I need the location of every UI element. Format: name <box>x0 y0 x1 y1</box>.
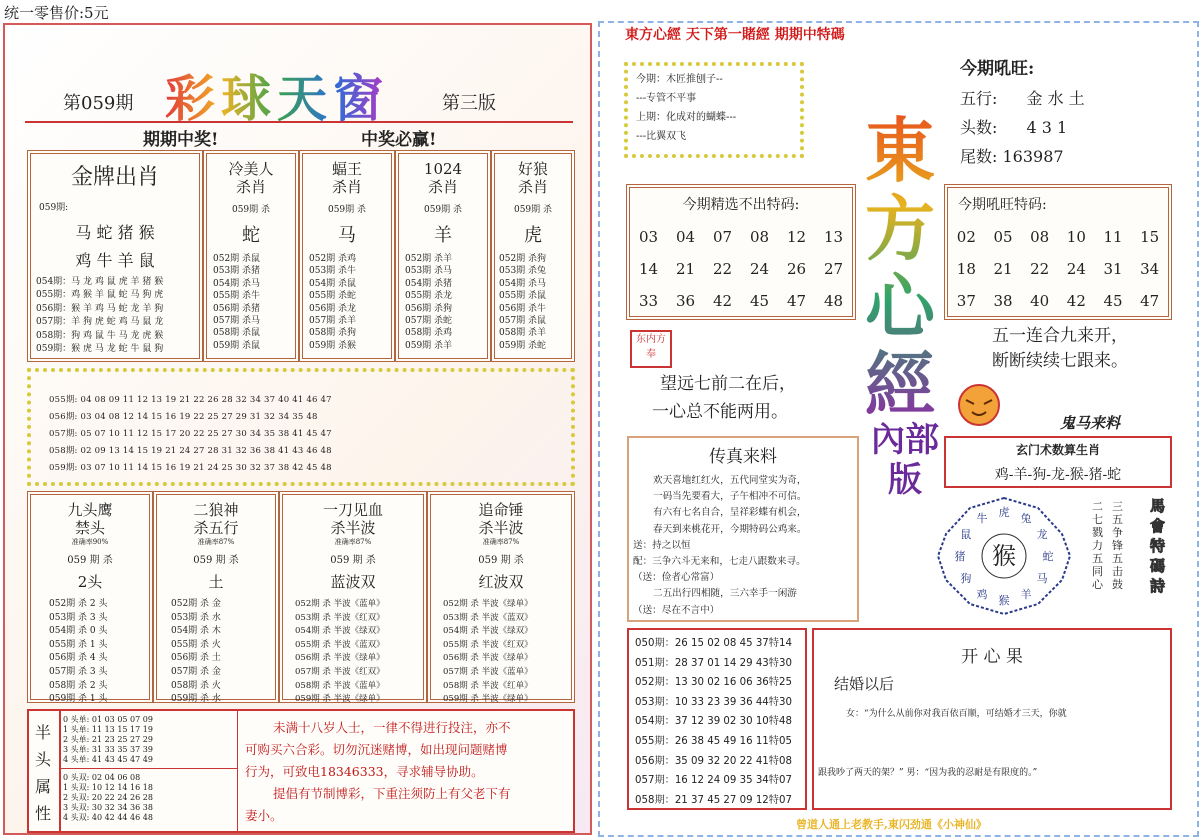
kill-row: 057期 杀鼠 <box>499 316 547 327</box>
kill-row: 052期 杀鸡 <box>309 254 357 264</box>
kill-row: 059期 杀羊 <box>405 340 453 351</box>
bottom-rate-1: 准确率90% <box>71 538 109 546</box>
spec-grid <box>948 228 1168 310</box>
kill-row: 057期 杀马 <box>213 316 261 327</box>
gold-title: 金牌出肖 <box>70 165 159 190</box>
kill-column-4 <box>491 150 575 362</box>
wheel-zodiac: 鸡 <box>976 588 988 602</box>
kill-row: 055期 杀鼠 <box>499 291 547 302</box>
number-cell: 10 <box>1066 228 1086 246</box>
number-cell: 21 <box>675 260 696 278</box>
bottom-value-1: 2头 <box>77 573 103 591</box>
half-head-box <box>27 709 575 833</box>
number-cell: 26 <box>786 260 807 278</box>
number-cell: 08 <box>1030 228 1050 246</box>
kill-animal-3: 羊 <box>434 225 452 246</box>
wheel-zodiac: 马 <box>1036 572 1048 585</box>
bottom-column-4 <box>427 491 575 703</box>
number-cell: 47 <box>1140 292 1160 310</box>
result-row: 055期：26 38 45 49 16 11特05 <box>635 735 792 747</box>
number-cell: 36 <box>675 292 696 310</box>
number-cell: 38 <box>993 292 1013 310</box>
result-row: 050期：26 15 02 08 45 37特14 <box>635 638 792 649</box>
number-cell: 37 <box>956 292 976 310</box>
kill-row: 053期 杀马 <box>405 266 453 277</box>
number-cell: 03 <box>638 228 659 246</box>
bottom-row: 058期 杀 半波《蓝单》 <box>295 680 385 691</box>
result-row: 057期：16 12 24 09 35 34特07 <box>635 775 792 787</box>
result-row: 058期：21 37 45 27 09 12特07 <box>635 794 792 806</box>
bottom-subtitle-1: 禁头 <box>74 519 105 537</box>
header-divider <box>25 121 573 123</box>
bottom-row: 059期 杀 半波《绿单》 <box>295 694 385 705</box>
gold-line-1: 马 蛇 猪 猴 <box>75 223 155 242</box>
number-cell: 33 <box>638 292 659 310</box>
bottom-row: 056期 杀 半波《绿单》 <box>443 653 533 664</box>
bottom-value-2: 土 <box>208 573 224 591</box>
half-head-label: 半 头 属 性 <box>35 723 52 823</box>
number-cell: 12 <box>786 228 807 246</box>
xuanmen-box <box>944 436 1172 488</box>
nospec-grid <box>630 228 852 310</box>
notice-text: 未满十八岁人士，一律不得进行投注，亦不 可购买六合彩。切勿沉迷赌博，如出现问题赌博 行为，可致电18346333，寻求辅导协助。 提倡有节制博彩，下重注须防上有父老下有 妻小。 <box>245 720 511 823</box>
inner-edition: 內部版 <box>871 420 939 500</box>
bottom-column-3 <box>279 491 427 703</box>
history-row: 055期：鸡 猴 羊 鼠 蛇 马 狗 虎 <box>36 290 164 301</box>
kill-row: 058期 杀鼠 <box>213 328 261 339</box>
bottom-rate-4: 准确率87% <box>482 538 520 546</box>
kill-row: 059期 杀蛇 <box>499 340 547 351</box>
bottom-row: 057期 杀 金 <box>171 666 221 677</box>
bottom-row: 059期 杀 水 <box>171 694 221 705</box>
slogan-1: 期期中奖! <box>143 130 219 150</box>
kill-row: 055期 杀龙 <box>405 291 453 302</box>
wheel-zodiac: 鼠 <box>960 528 972 541</box>
number-cell: 08 <box>749 228 770 246</box>
kill-column-1 <box>203 150 299 362</box>
kill-animal-1: 蛇 <box>242 225 260 246</box>
banner: 東方心經 天下第一賭經 期期中特碼 <box>625 27 845 43</box>
horse-poem-label: 馬會特碼詩 <box>1150 497 1166 595</box>
kill-period-4: 059期 杀 <box>513 205 553 215</box>
kill-row: 057期 杀羊 <box>309 316 357 327</box>
wheel-zodiac: 猪 <box>954 550 966 563</box>
kill-row: 052期 杀羊 <box>405 254 453 264</box>
result-row: 051期：28 37 01 14 29 43特30 <box>635 657 792 669</box>
bottom-row: 053期 杀 半波《蓝双》 <box>443 612 533 623</box>
bottom-row: 052期 杀 半波《蓝单》 <box>295 599 385 609</box>
number-cell: 47 <box>786 292 807 310</box>
number-cell: 24 <box>749 260 770 278</box>
spec-title: 今期吼旺特码: <box>958 197 1047 213</box>
bottom-row: 059期 杀 1 头 <box>49 694 108 705</box>
spec-box <box>944 184 1172 320</box>
center-animal: 猴 <box>992 542 1016 570</box>
bottom-rate-3: 准确率87% <box>334 538 372 546</box>
kill-row: 058期 杀狗 <box>309 328 357 339</box>
number-cell: 22 <box>1030 260 1050 278</box>
kill-column-3 <box>395 150 491 362</box>
history-row: 058期：狗 鸡 鼠 牛 马 龙 虎 猴 <box>36 330 164 341</box>
kill-period-3: 059期 杀 <box>423 205 463 215</box>
number-cell: 14 <box>638 260 659 278</box>
bottom-row: 055期 杀 半波《红双》 <box>443 639 533 650</box>
fax-title: 传真来料 <box>709 447 777 467</box>
kill-animal-4: 虎 <box>524 225 542 246</box>
kill-row: 054期 杀猪 <box>405 278 453 289</box>
number-cell: 07 <box>712 228 733 246</box>
number-cell: 05 <box>993 228 1013 246</box>
kill-row: 056期 杀猪 <box>213 303 261 314</box>
kill-title-2: 蝠王 <box>331 160 362 178</box>
joke-box <box>812 628 1172 810</box>
bottom-title-1: 九头鹰 <box>67 501 113 519</box>
bottom-subtitle-3: 杀半波 <box>330 519 376 537</box>
bottom-period-3: 059 期 杀 <box>330 555 376 566</box>
bottom-title-2: 二狼神 <box>193 501 239 519</box>
wheel-zodiac: 狗 <box>960 572 972 585</box>
kill-row: 056期 杀狗 <box>405 303 453 314</box>
number-cell: 48 <box>823 292 844 310</box>
motto-box: 今期：木匠推刨子-- ---专管不平事 上期：化成对的蝴蝶--- ---比翼双飞 <box>624 62 804 158</box>
result-row: 053期：10 33 23 39 36 44特30 <box>635 696 792 708</box>
number-cell: 42 <box>1066 292 1086 310</box>
bottom-row: 053期 杀 水 <box>171 612 221 623</box>
bottom-row: 054期 杀 木 <box>171 626 221 637</box>
bottom-row: 054期 杀 0 头 <box>49 626 108 637</box>
bottom-row: 058期 杀 火 <box>171 680 221 691</box>
kill-row: 056期 杀牛 <box>499 303 547 314</box>
bottom-row: 055期 杀 半波《蓝双》 <box>295 639 385 650</box>
wheel-zodiac: 羊 <box>1020 588 1032 602</box>
bottom-subtitle-2: 杀五行 <box>193 519 239 537</box>
vertical-lines: 二七戮力五同心 三五争锋五击鼓 <box>1092 500 1123 591</box>
number-cell: 13 <box>823 228 844 246</box>
number-cell: 15 <box>1140 228 1160 246</box>
number-cell: 04 <box>675 228 696 246</box>
kill-row: 059期 杀鼠 <box>213 340 261 351</box>
xuanmen-list: 鸡-羊-狗-龙-猴-猪-蛇 <box>994 467 1122 483</box>
kill-row: 054期 杀鼠 <box>309 278 357 289</box>
kill-row: 057期 杀蛇 <box>405 316 453 327</box>
nospec-box <box>626 184 856 320</box>
bottom-row: 053期 杀 半波《红双》 <box>295 612 385 623</box>
bottom-column-2 <box>153 491 279 703</box>
tiger-icon <box>956 382 1002 428</box>
bottom-row: 058期 杀 半波《红单》 <box>443 680 533 691</box>
slogan-2: 中奖必赢! <box>361 130 437 150</box>
bottom-row: 056期 杀 4 头 <box>49 653 108 664</box>
bottom-row: 052期 杀 2 头 <box>49 599 108 609</box>
kill-row: 052期 杀鼠 <box>213 254 261 264</box>
wheel-zodiac: 虎 <box>998 506 1010 519</box>
left-page <box>3 23 592 835</box>
number-row: 059期: 03 07 10 11 14 15 16 19 21 24 25 30 32 37 38 42 45 48 <box>49 463 332 473</box>
number-cell: 45 <box>749 292 770 310</box>
bottom-row: 056期 杀 土 <box>171 653 221 664</box>
half-single-list: 0 头单: 01 03 05 07 09 1 头单: 11 13 15 17 19 2 头单: 21 23 25 27 29 3 头单: 31 33 35 37 39 4 头单: 41 43 45 47 49 <box>63 715 153 764</box>
logo-title: 彩球天窗 <box>165 59 389 131</box>
bottom-period-4: 059 期 杀 <box>478 555 524 566</box>
bottom-title-4: 追命锤 <box>478 501 524 519</box>
kill-row: 056期 杀龙 <box>309 303 357 314</box>
bottom-value-3: 蓝波双 <box>330 573 376 591</box>
number-cell: 21 <box>993 260 1013 278</box>
main-title: 東方心經 <box>860 112 940 424</box>
number-cell: 11 <box>1103 228 1123 246</box>
kill-period-1: 059期 杀 <box>231 205 271 215</box>
gold-history <box>36 276 163 356</box>
price-label: 统一零售价:5元 <box>4 4 109 22</box>
kill-row: 055期 杀牛 <box>213 291 261 302</box>
fax-body: 欢天喜地红红火，五代同堂实为奇， 一码当先要看大，子午相冲不可信。 有六有七名自合，呈祥彩蝶有机会， 春天到来桃花开，今期特码公鸡来。 送：持之以恒 配：三争六斗无来和，七走八跟数来寻。 （送：俭者心常富） 二五出行四相随，三六幸手一闲游 （送：尽在不言中） <box>633 475 807 616</box>
bottom-title-3: 一刀见血 <box>322 501 383 519</box>
bottom-column-1 <box>27 491 153 703</box>
kill-row: 054期 杀马 <box>499 278 547 289</box>
kill-title-3: 1024 <box>423 160 463 178</box>
number-row: 058期: 02 09 13 14 15 19 21 24 27 28 31 32 36 38 41 43 46 48 <box>49 446 332 456</box>
kill-period-2: 059期 杀 <box>327 205 367 215</box>
number-cell: 22 <box>712 260 733 278</box>
number-row: 055期: 04 08 09 11 12 13 19 21 22 26 28 32 34 37 40 41 46 47 <box>49 395 332 405</box>
bottom-period-2: 059 期 杀 <box>193 555 239 566</box>
bottom-row: 057期 杀 3 头 <box>49 666 108 677</box>
poem-2: 五一连合九来开， 断断续续七跟来。 <box>992 326 1128 371</box>
kill-title-1: 冷美人 <box>228 160 274 178</box>
joke-subtitle: 结婚以后 <box>834 675 895 693</box>
issue-number: 第059期 <box>63 93 134 114</box>
kill-subtitle-3: 杀肖 <box>427 178 458 196</box>
bottom-period-1: 059 期 杀 <box>67 555 113 566</box>
result-row: 056期：35 09 32 20 22 41特08 <box>635 755 792 767</box>
nospec-title: 今期精选不出特码: <box>682 197 800 213</box>
results-list <box>635 634 805 810</box>
kill-row: 053期 杀猪 <box>213 266 261 277</box>
kill-row: 053期 杀兔 <box>499 266 547 277</box>
kill-row: 058期 杀羊 <box>499 328 547 339</box>
number-cell: 18 <box>956 260 976 278</box>
bottom-row: 053期 杀 3 头 <box>49 612 108 623</box>
number-row: 056期: 03 04 08 12 14 15 16 19 22 25 27 29 31 32 34 35 48 <box>49 412 318 422</box>
kill-subtitle-1: 杀肖 <box>235 178 266 196</box>
number-row: 057期: 05 07 10 11 12 15 17 20 22 25 27 30 34 35 38 41 45 47 <box>49 429 332 439</box>
gold-period: 059期: <box>39 203 69 213</box>
joke-title: 开 心 果 <box>961 647 1023 667</box>
kill-row: 058期 杀鸡 <box>405 328 453 339</box>
bottom-row: 052期 杀 金 <box>171 599 221 609</box>
number-cell: 34 <box>1140 260 1160 278</box>
bottom-row: 055期 杀 1 头 <box>49 639 108 650</box>
roar-box: 今期吼旺: 五行: 金 水 土 头数: 4 3 1 尾数: 163987 <box>960 59 1085 166</box>
number-cell: 27 <box>823 260 844 278</box>
results-box <box>627 628 807 810</box>
history-row: 056期：猴 羊 鸡 马 蛇 龙 羊 狗 <box>36 303 164 314</box>
bottom-row: 057期 杀 半波《红双》 <box>295 666 385 677</box>
result-row: 054期：37 12 39 02 30 10特48 <box>635 716 792 728</box>
wheel-zodiac: 龙 <box>1036 528 1048 541</box>
xuanmen-title: 玄门术数算生肖 <box>1015 443 1100 457</box>
poem-1: 望远七前二在后， 一心总不能两用。 <box>652 374 796 422</box>
result-row: 052期：13 30 02 16 06 36特25 <box>635 677 792 689</box>
kill-subtitle-2: 杀肖 <box>331 178 362 196</box>
joke-line-2: 跟我吵了两天的架？” 男：“因为我的忍耐是有限度的。” <box>818 768 1038 778</box>
bottom-rate-2: 准确率87% <box>197 538 235 546</box>
number-cell: 45 <box>1103 292 1123 310</box>
kill-row: 052期 杀狗 <box>499 254 547 264</box>
number-cell: 31 <box>1103 260 1123 278</box>
number-cell: 42 <box>712 292 733 310</box>
bottom-row: 054期 杀 半波《绿双》 <box>295 626 385 637</box>
joke-line-1: 女：“为什么从前你对我百依百顺，可结婚才三天，你就 <box>846 709 1067 719</box>
history-row: 059期：猴 虎 马 龙 蛇 牛 鼠 狗 <box>36 344 164 355</box>
bottom-row: 059期 杀 半波《绿单》 <box>443 694 533 705</box>
kill-row: 055期 杀蛇 <box>309 291 357 302</box>
bottom-row: 058期 杀 2 头 <box>49 680 108 691</box>
wheel-zodiac: 猴 <box>998 594 1010 607</box>
number-cell: 02 <box>956 228 976 246</box>
history-row: 054期：马 龙 鸡 鼠 虎 羊 猪 猴 <box>36 277 164 287</box>
edition-label: 第三版 <box>442 93 496 114</box>
wheel-zodiac: 牛 <box>976 511 988 525</box>
gold-line-2: 鸡 牛 羊 鼠 <box>75 251 155 270</box>
bottom-row: 057期 杀 半波《蓝单》 <box>443 666 533 677</box>
kill-title-4: 好狼 <box>517 160 548 178</box>
kill-animal-2: 马 <box>338 225 356 246</box>
bottom-row: 052期 杀 半波《绿单》 <box>443 599 533 609</box>
wheel-zodiac: 兔 <box>1020 511 1032 525</box>
kill-subtitle-4: 杀肖 <box>517 178 548 196</box>
fax-box <box>627 436 859 622</box>
bottom-subtitle-4: 杀半波 <box>478 519 524 537</box>
number-cell: 24 <box>1066 260 1086 278</box>
kill-row: 059期 杀猴 <box>309 340 357 351</box>
bottom-value-4: 红波双 <box>478 573 524 591</box>
number-strip <box>27 368 575 486</box>
bottom-row: 054期 杀 半波《绿双》 <box>443 626 533 637</box>
kill-column-2 <box>299 150 395 362</box>
half-double-list: 0 头双: 02 04 06 08 1 头双: 10 12 14 16 18 2 头双: 20 22 24 26 28 3 头双: 30 32 34 36 38 4 头双: 40 42 44 46 48 <box>63 773 153 822</box>
ghost-source: 鬼马来料 <box>1060 414 1121 432</box>
kill-row: 053期 杀牛 <box>309 266 357 277</box>
zodiac-wheel <box>934 494 1074 618</box>
bottom-row: 056期 杀 半波《绿单》 <box>295 653 385 664</box>
history-row: 057期：羊 狗 虎 蛇 鸡 马 鼠 龙 <box>36 317 164 328</box>
gold-zodiac-box <box>27 150 203 362</box>
kill-row: 054期 杀马 <box>213 278 261 289</box>
number-cell: 40 <box>1030 292 1050 310</box>
footer: 曾道人通上老教手,東闪劲通《小神仙》 <box>796 818 987 831</box>
wheel-zodiac: 蛇 <box>1042 550 1054 563</box>
bottom-row: 055期 杀 火 <box>171 639 221 650</box>
inner-stamp: 东内方奉 <box>630 330 672 368</box>
